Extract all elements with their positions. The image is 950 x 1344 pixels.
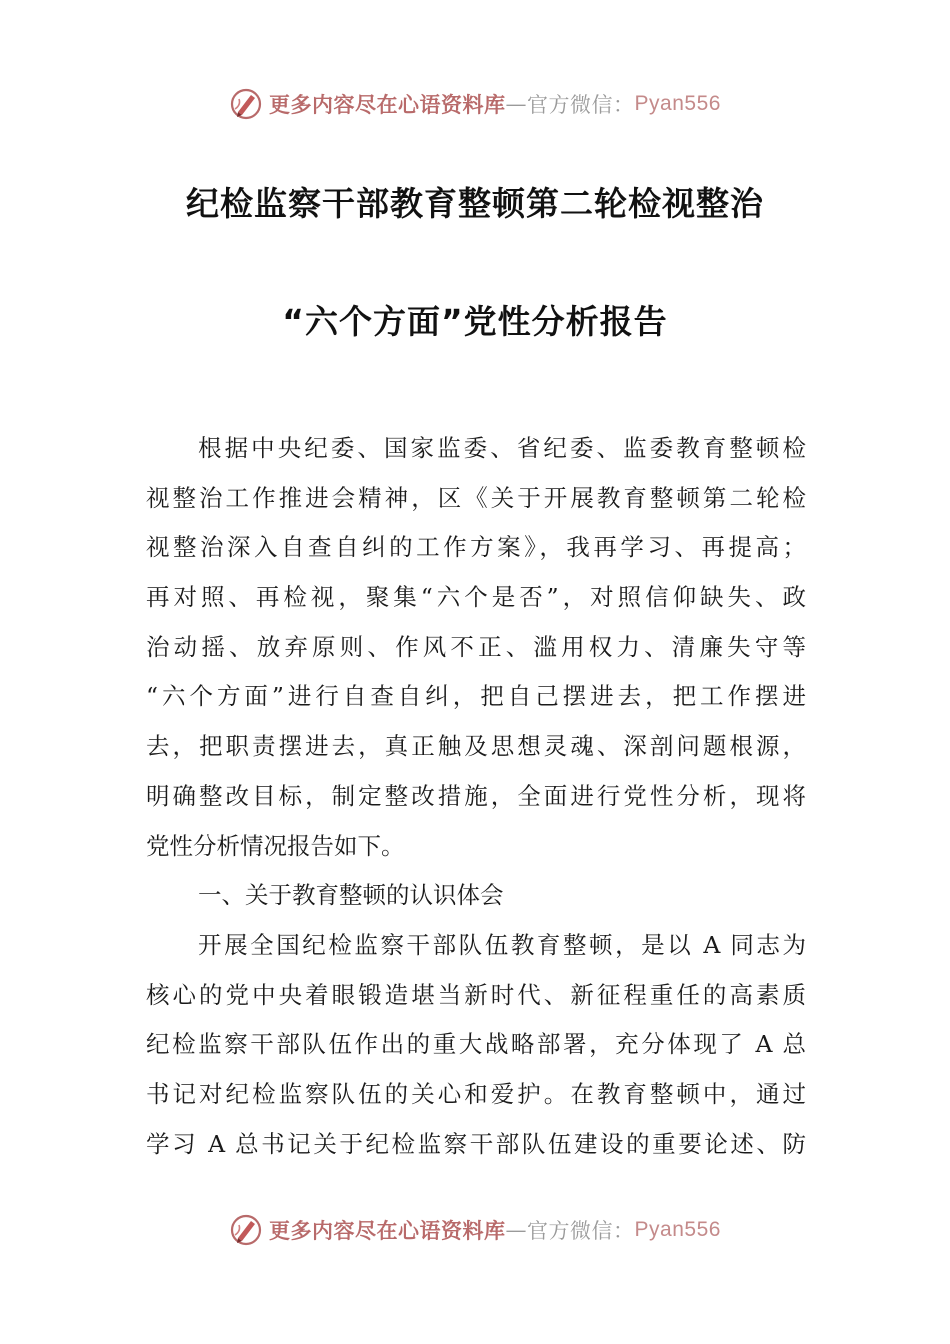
body-line: 核心的党中央着眼锻造堪当新时代、新征程重任的高素质 [146, 980, 806, 1009]
body-line: 视整治深入自查自纠的工作方案》，我再学习、再提高； [146, 533, 806, 562]
watermark-sub-text: 官方微信： [527, 1219, 635, 1243]
footer-watermark [0, 1212, 950, 1248]
body-line: “六个方面”进行自查自纠，把自己摆进去，把工作摆进 [146, 682, 806, 711]
document-title-line-1: 纪检监察干部教育整顿第二轮检视整治 [186, 184, 764, 223]
body-line: 学习 A 总书记关于纪检监察干部队伍建设的重要论述、防 [146, 1129, 806, 1158]
section-heading: 一、关于教育整顿的认识体会 [198, 881, 504, 910]
body-line: 视整治工作推进会精神，区《关于开展教育整顿第二轮检 [146, 483, 806, 512]
watermark-main-text: 更多内容尽在心语资料库 [269, 92, 506, 117]
watermark-dash: — [505, 1218, 528, 1242]
watermark-main-text: 更多内容尽在心语资料库 [269, 1218, 506, 1243]
header-watermark [0, 86, 950, 122]
body-line: 治动摇、放弃原则、作风不正、滥用权力、清廉失守等 [146, 632, 806, 661]
document-body [146, 424, 806, 1169]
watermark-id: Pyan556 [634, 92, 721, 115]
pen-logo-icon [229, 87, 263, 121]
body-line: 开展全国纪检监察干部队伍教育整顿，是以 A 同志为 [198, 930, 806, 959]
body-line: 去，把职责摆进去，真正触及思想灵魂、深剖问题根源， [146, 732, 806, 761]
body-line: 根据中央纪委、国家监委、省纪委、监委教育整顿检 [198, 434, 806, 462]
body-line: 明确整改目标，制定整改措施，全面进行党性分析，现将 [146, 781, 806, 810]
watermark-sub-text: 官方微信： [527, 93, 635, 117]
watermark-dash: — [505, 92, 528, 116]
body-line: 纪检监察干部队伍作出的重大战略部署，充分体现了 A 总 [146, 1030, 806, 1059]
document-title-line-2: “六个方面”党性分析报告 [282, 302, 668, 341]
watermark-id: Pyan556 [634, 1218, 721, 1241]
body-line: 再对照、再检视，聚集“六个是否”，对照信仰缺失、政 [146, 583, 806, 612]
body-line: 书记对纪检监察队伍的关心和爱护。在教育整顿中，通过 [146, 1079, 806, 1108]
body-line: 党性分析情况报告如下。 [146, 831, 405, 860]
pen-logo-icon [229, 1213, 263, 1247]
